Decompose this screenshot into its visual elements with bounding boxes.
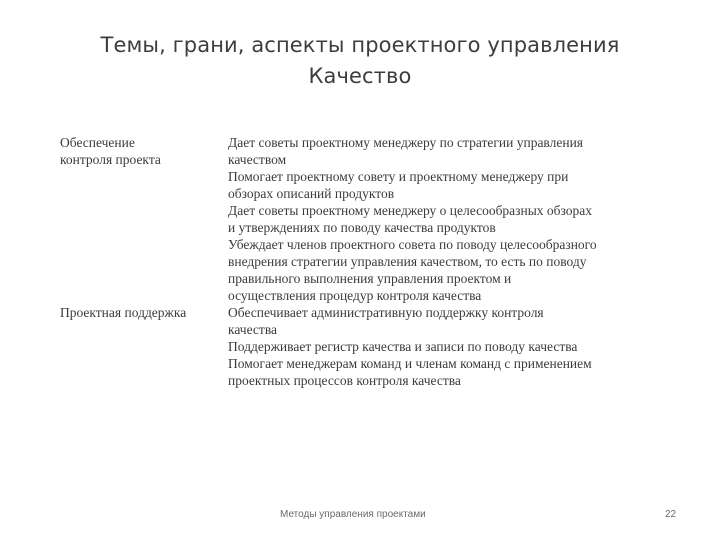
description-line: правильного выполнения управления проектом и: [228, 271, 512, 286]
description-line: Дает советы проектному менеджеру по стратегии управления: [228, 135, 584, 150]
page-number: 22: [665, 509, 677, 520]
slide-title-line-2: Качество: [308, 64, 412, 88]
description-line: внедрения стратегии управления качеством, то есть по поводу: [228, 254, 587, 269]
description-line: и утверждениях по поводу качества продуктов: [228, 220, 496, 235]
row-label-line: контроля проекта: [60, 152, 161, 167]
slide-title: [0, 30, 720, 92]
row-description: [228, 304, 680, 389]
description-line: проектных процессов контроля качества: [228, 373, 461, 388]
description-line: осуществления процедур контроля качества: [228, 288, 482, 303]
row-description: [228, 134, 680, 304]
table-row: [60, 134, 680, 304]
content-table: [60, 134, 680, 389]
description-line: Дает советы проектному менеджеру о целесообразных обзорах: [228, 203, 593, 218]
description-line: Помогает менеджерам команд и членам команд с применением: [228, 356, 592, 371]
description-line: качеством: [228, 152, 287, 167]
description-line: Обеспечивает административную поддержку контроля: [228, 305, 544, 320]
footer-course-title: Методы управления проектами: [280, 509, 426, 520]
description-line: обзорах описаний продуктов: [228, 186, 395, 201]
description-line: качества: [228, 322, 278, 337]
description-line: Убеждает членов проектного совета по поводу целесообразного: [228, 237, 597, 252]
description-line: Поддерживает регистр качества и записи по поводу качества: [228, 339, 578, 354]
row-label-line: Обеспечение: [60, 135, 135, 150]
row-label-line: Проектная поддержка: [60, 305, 187, 320]
table-row: [60, 304, 680, 389]
description-line: Помогает проектному совету и проектному менеджеру при: [228, 169, 569, 184]
row-label: [60, 134, 228, 304]
slide-title-line-1: Темы, грани, аспекты проектного управления: [100, 33, 620, 57]
row-label: [60, 304, 228, 389]
